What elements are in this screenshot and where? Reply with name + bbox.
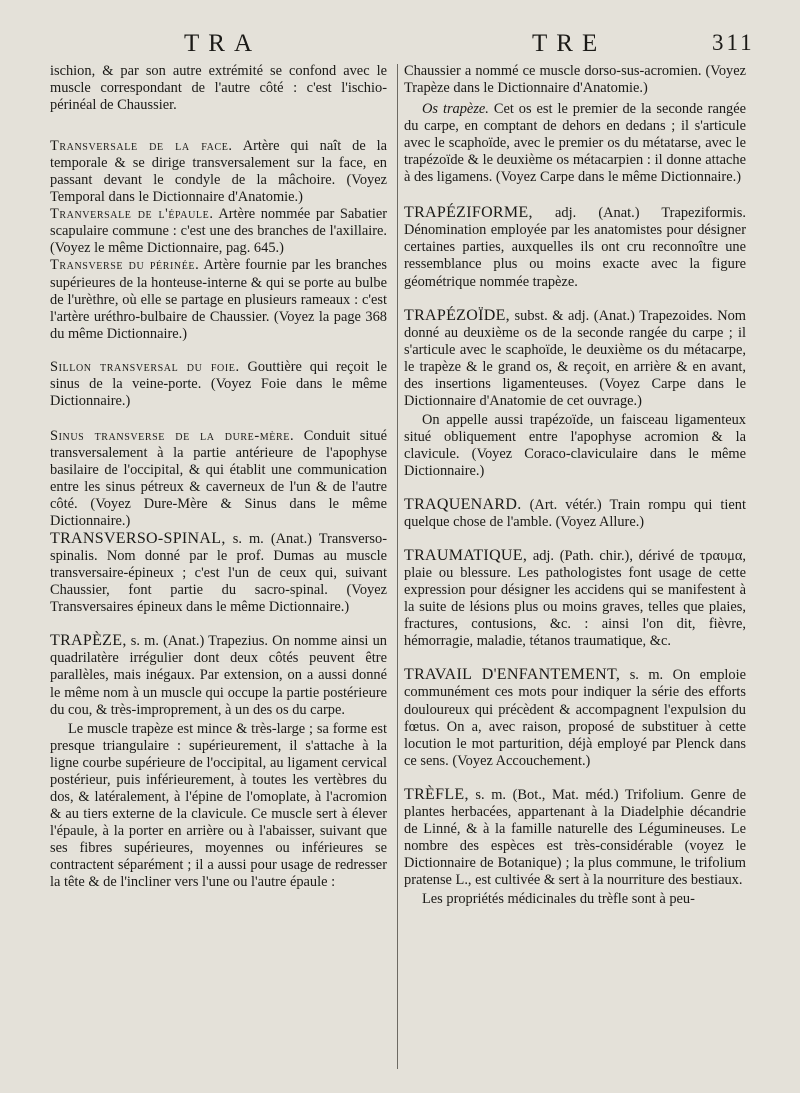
entry-text: s. m. (Anat.) Trapezius. On nomme ainsi un quadrilatère irrégulier dont deux côtés peuvent être parallèles, mais inégaux. Par extension, on a aussi donné le même nom à un muscle qui occupe la partie postérieure du cou, & très-improprement, à un des os du carpe. [50, 633, 387, 718]
entry-headword: Sinus transverse de la dure-mère. [50, 427, 295, 444]
entry-text: Artère nommée par Sabatier scapulaire commune : c'est une des branches de l'axillaire. (Voyez le même Dictionnaire, pag. 645.) [50, 206, 388, 257]
entry-text: Cet os est le premier de la seconde rangée du carpe, en comptant de dehors en dedans ; il s'articule avec le scaphoïde, avec le premier os du métatarse, avec le trapézoïde & le deuxième os métacarpien : il donne attache à des ligamens. (Voyez Carpe dans le même Dictionnaire.) [404, 101, 746, 186]
entry-headword: TRAUMATIQUE, [404, 547, 528, 565]
entry-text: Conduit situé transversalement à la partie antérieure de l'apophyse basilaire de l'occipital, & qui établit une communication entre les sinus pétreux & caverneux de l'un & de l'autre côté. (Voyez Dure-Mère & Sinus dans le même Dictionnaire.) [50, 427, 387, 530]
entry-headword: TRÈFLE, [404, 785, 469, 803]
entry-traquenard [404, 496, 746, 531]
entry-text: subst. & adj. (Anat.) Trapezoides. Nom donné au deuxième os de la seconde rangée du carpe ; il s'articule avec le scaphoïde, le deuxième os du métacarpe, le trapèze & le grand os, & reçoit, en arrière & en avant, des insertions ligamenteuses. (Voyez Carpe dans le Dictionnaire d'Anatomie de cet ouvrage.) [404, 307, 746, 409]
entry-headword: TRAPÈZE, [50, 632, 127, 650]
entry-trapezoide-ligament: On appelle aussi trapézoïde, un faisceau ligamenteux situé obliquement entre l'apophyse acromion & la clavicule. (Voyez Coraco-claviculaire dans le même Dictionnaire.) [404, 411, 746, 479]
entry-headword: TRAPÉZIFORME, [404, 204, 533, 222]
entry-text: s. m. (Anat.) Transverso-spinalis. Nom donné par le prof. Dumas au muscle transversaire-épineux ; c'est l'un de ceux qui, suivant Chaussier, font partie du sacro-spinal. (Voyez Transversaires épineux dans le même Dictionnaire.) [50, 531, 387, 616]
entry-text: Artère fournie par les branches supérieures de la honteuse-interne & qui se porte au bulbe de l'urèthre, où elle se partage en plusieurs rameaux : c'est l'artère uréthro-bulbaire de Chaussier. (Voyez la page 368 du même Dictionnaire.) [50, 257, 387, 342]
entry-sillon-foie [50, 359, 387, 410]
entry-headword: TRAQUENARD. [404, 496, 522, 514]
entry-text: s. m. On emploie communément ces mots pour indiquer la série des efforts douloureux qui précèdent & accompagnent l'expulsion du fœtus. On a, avec raison, proposé de substituer à cette locution le mot parturition, déjà employé par Plenck dans ce sens. (Voyez Accouchement.) [404, 667, 746, 769]
entry-trefle-proprietes: Les propriétés médicinales du trèfle sont à peu- [422, 890, 695, 907]
entry-trapeze [50, 632, 387, 718]
header-right-guide-word: TRE [532, 30, 607, 57]
entry-text: adj. (Path. chir.), dérivé de τραυμα, plaie ou blessure. Les pathologistes font usage de cette expression pour désigner les accidens qui se manifestent à la suite de lésions plus ou moins graves, telles que plaies, fractures, contusions, &c. : ainsi l'on dit, fièvre, hémorragie, maladie, tétanos traumatique, &c. [404, 548, 746, 650]
entry-trefle [404, 786, 746, 889]
entry-sinus-dure-mere [50, 428, 387, 530]
header-left-guide-word: TRA [184, 30, 261, 57]
entry-text: adj. (Anat.) Trapeziformis. Dénomination employée par les anatomistes pour désigner certaines parties, auxquelles ils ont cru reconnoître une ressemblance plus ou moins exacte avec la figure géométrique nommée trapèze. [404, 205, 746, 290]
entry-text: Gouttière qui reçoit le sinus de la veine-porte. (Voyez Foie dans le même Dictionnaire.) [50, 358, 387, 409]
entry-continuation: Chaussier a nommé ce muscle dorso-sus-acromien. (Voyez Trapèze dans le Dictionnaire d'Anatomie.) [404, 63, 746, 97]
entry-transverse-perinee [50, 257, 387, 342]
entry-os-trapeze [404, 101, 746, 186]
entry-headword: Transverse du périnée. [50, 257, 200, 274]
entry-trapeziforme [404, 204, 746, 290]
entry-headword: Sillon transversal du foie. [50, 358, 240, 375]
entry-headword: Os trapèze. [422, 101, 489, 118]
entry-headword: Tranversale de l'épaule. [50, 206, 214, 223]
entry-trapezoide [404, 307, 746, 410]
entry-headword: Transversale de la face. [50, 138, 233, 155]
column-divider [397, 64, 398, 1069]
left-column [50, 63, 387, 891]
entry-text: Artère qui naît de la temporale & se dirige transversalement sur la face, en passant devant le condyle de la mâchoire. (Voyez Temporal dans le Dictionnaire d'Anatomie.) [50, 138, 387, 206]
entry-text: s. m. (Bot., Mat. méd.) Trifolium. Genre de plantes herbacées, appartenant à la Diadelphie décandrie de Linné, & à la famille naturelle des Légumineuses. Le nombre des espèces est très-considérable (voyez le Dictionnaire de Botanique) ; la plus commune, le trifolium pratense L., est cultivée & sert à la nourriture des bestiaux. [404, 786, 746, 888]
right-column [404, 63, 746, 908]
entry-headword: TRANSVERSO-SPINAL, [50, 530, 226, 548]
entry-headword: TRAPÉZOÏDE, [404, 306, 510, 324]
entry-tranversale-epaule [50, 206, 387, 257]
entry-continuation: ischion, & par son autre extrémité se confond avec le muscle correspondant de l'autre côté : c'est l'ischio-périnéal de Chaussier. [50, 63, 387, 114]
entry-traumatique [404, 547, 746, 650]
running-header [0, 30, 800, 60]
entry-travail-enfantement [404, 666, 746, 769]
entry-text: (Art. vétér.) Train rompu qui tient quelque chose de l'amble. (Voyez Allure.) [404, 497, 746, 531]
entry-trapeze-muscle: Le muscle trapèze est mince & très-large ; sa forme est presque triangulaire : supérieurement, il s'attache à la ligne courbe supérieure de l'occipital, au ligament cervical postérieur, puis inférieurement, à toutes les vertèbres du dos, & latéralement, à l'épine de l'omoplate, à l'acromion & au tiers externe de la clavicule. Ce muscle sert à élever l'épaule, à la porter en arrière ou à l'abaisser, suivant que ses fibres supérieures, moyennes ou inférieures se contractent séparément ; il a aussi pour usage de redresser la tête & de l'incliner vers l'une ou l'autre épaule : [50, 720, 387, 891]
entry-transversale-face [50, 138, 387, 206]
entry-transverso-spinal [50, 530, 387, 616]
entry-headword: TRAVAIL D'ENFANTEMENT, [404, 666, 621, 684]
page-number: 311 [712, 30, 755, 55]
